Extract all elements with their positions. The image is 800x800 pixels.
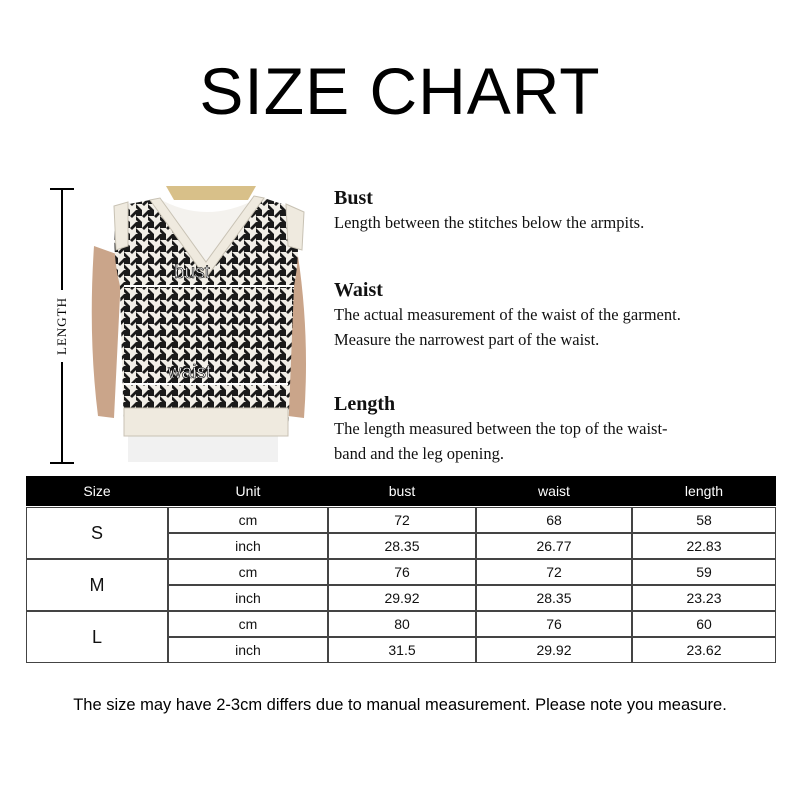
header-bust: bust xyxy=(328,476,476,506)
waist-cell: 76 xyxy=(476,611,632,637)
unit-cell: cm xyxy=(168,611,328,637)
table-header-row xyxy=(26,476,776,506)
bust-cell: 80 xyxy=(328,611,476,637)
size-cell: M xyxy=(26,559,168,611)
waist-text-line-1: The actual measurement of the waist of the garment. xyxy=(334,305,681,324)
header-waist: waist xyxy=(476,476,632,506)
header-unit: Unit xyxy=(168,476,328,506)
hair xyxy=(166,186,256,200)
size-cell: S xyxy=(26,507,168,559)
waist-cell: 68 xyxy=(476,507,632,533)
header-length: length xyxy=(632,476,776,506)
waist-text-line-2: Measure the narrowest part of the waist. xyxy=(334,330,600,349)
unit-cell: inch xyxy=(168,637,328,663)
table-row xyxy=(26,507,776,533)
waist-heading: Waist xyxy=(334,279,383,301)
left-armhole-rib xyxy=(114,202,128,250)
length-text-line-2: band and the leg opening. xyxy=(334,444,504,463)
bust-cell: 76 xyxy=(328,559,476,585)
bust-cell: 72 xyxy=(328,507,476,533)
bust-label: bust xyxy=(174,262,210,283)
bust-cell: 28.35 xyxy=(328,533,476,559)
bust-description xyxy=(334,186,644,235)
bust-text-line-1: Length between the stitches below the armpits. xyxy=(334,213,645,232)
header-size: Size xyxy=(26,476,168,506)
right-armhole-rib xyxy=(286,204,304,250)
size-table xyxy=(26,476,776,663)
unit-cell: cm xyxy=(168,559,328,585)
vest-photo xyxy=(88,186,324,462)
table-row xyxy=(26,559,776,585)
skirt xyxy=(128,434,278,462)
length-ruler xyxy=(50,188,74,464)
length-cell: 60 xyxy=(632,611,776,637)
length-cell: 23.23 xyxy=(632,585,776,611)
waist-cell: 29.92 xyxy=(476,637,632,663)
waist-cell: 72 xyxy=(476,559,632,585)
waist-cell: 26.77 xyxy=(476,533,632,559)
table-row xyxy=(26,611,776,637)
length-cell: 23.62 xyxy=(632,637,776,663)
length-cell: 58 xyxy=(632,507,776,533)
ruler-bottom-tick xyxy=(50,462,74,464)
bust-cell: 29.92 xyxy=(328,585,476,611)
unit-cell: inch xyxy=(168,585,328,611)
hem-rib xyxy=(124,408,288,436)
measurement-note: The size may have 2-3cm differs due to manual measurement. Please note you measure. xyxy=(73,696,727,714)
length-description xyxy=(334,392,668,466)
unit-cell: inch xyxy=(168,533,328,559)
length-cell: 59 xyxy=(632,559,776,585)
length-text-line-1: The length measured between the top of the waist- xyxy=(334,419,668,438)
waist-description xyxy=(334,278,681,352)
bust-heading: Bust xyxy=(334,187,373,209)
length-heading: Length xyxy=(334,393,396,415)
unit-cell: cm xyxy=(168,507,328,533)
waist-label: waist xyxy=(168,362,212,383)
length-cell: 22.83 xyxy=(632,533,776,559)
page-title: SIZE CHART xyxy=(199,54,601,128)
size-cell: L xyxy=(26,611,168,663)
length-label: LENGTH xyxy=(52,290,72,362)
bust-cell: 31.5 xyxy=(328,637,476,663)
waist-cell: 28.35 xyxy=(476,585,632,611)
